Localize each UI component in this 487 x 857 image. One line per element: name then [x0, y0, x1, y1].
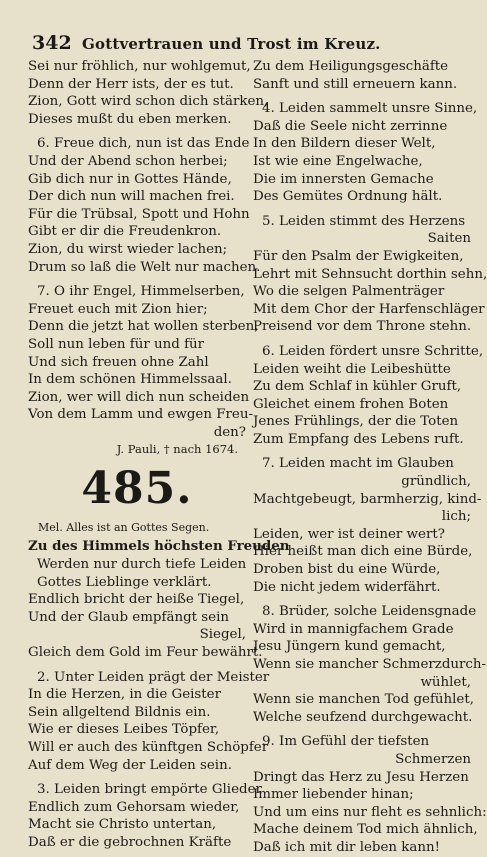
verse-6 — [253, 343, 484, 449]
melody-note: Mel. Alles ist an Gottes Segen. — [38, 521, 210, 535]
verse-line: Endlich zum Gehorsam wieder, — [28, 799, 240, 815]
verse-3 — [28, 781, 262, 851]
verse-line: Zu dem Schlaf in kühler Gruft, — [253, 379, 462, 395]
hymn-number: 485. — [81, 463, 193, 515]
verse-line: Zu des Himmels höchsten Freuden — [28, 538, 290, 555]
verse-line: Von dem Lamm und ewgen Freu- — [28, 407, 253, 423]
verse-line: Dringt das Herz zu Jesu Herzen — [253, 769, 469, 785]
verse-line: 2. Unter Leiden prägt der Meister — [37, 669, 270, 685]
verse-line: Sanft und still erneuern kann. — [253, 76, 458, 92]
verse-line: Gleich dem Gold im Feur bewährt. — [28, 645, 263, 661]
verse-line: 3. Leiden bringt empörte Glieder — [37, 782, 262, 798]
verse-line: In den Bildern dieser Welt, — [253, 136, 436, 152]
verse-tail — [28, 58, 269, 128]
verse-line: Wenn sie mancher Schmerzdurch- — [253, 657, 487, 672]
hymn-author: J. Pauli, † nach 1674. — [116, 442, 238, 457]
verse-8 — [253, 603, 487, 726]
verse-line: Und der Glaub empfängt sein — [28, 609, 229, 625]
verse-line: gründlich, — [401, 474, 471, 490]
verse-line: 8. Brüder, solche Leidensgnade — [262, 604, 477, 620]
verse-line: Macht sie Christo untertan, — [28, 817, 217, 833]
verse-line: Ist wie eine Engelwache, — [253, 153, 423, 169]
verse-line: Leiden weiht die Leibeshütte — [253, 361, 451, 377]
verse-line: Die im innersten Gemache — [253, 171, 434, 187]
verse-line: Für den Psalm der Ewigkeiten, — [253, 248, 464, 264]
verse-line: Zu dem Heiligungsgeschäfte — [253, 59, 449, 74]
verse-line: Drum so laß die Welt nur machen. — [28, 259, 261, 275]
verse-line: Dieses mußt du eben merken. — [28, 111, 232, 127]
verse-7 — [253, 455, 482, 596]
verse-line: Und sich freuen ohne Zahl — [28, 354, 209, 370]
verse-line: Soll nun leben für und für — [28, 336, 205, 352]
verse-line: 6. Freue dich, nun ist das Ende — [37, 136, 250, 152]
verse-line: Mache deinem Tod mich ähnlich, — [253, 822, 478, 838]
verse-line: Denn der Herr ists, der es tut. — [28, 76, 234, 92]
verse-line: Jenes Frühlings, der die Toten — [253, 414, 459, 430]
verse-line: Jesu Jüngern kund gemacht, — [253, 639, 446, 655]
verse-line: Wo die selgen Palmenträger — [253, 284, 445, 300]
verse-line: Droben bist du eine Würde, — [253, 562, 441, 578]
verse-line: Denn die jetzt hat wollen sterben, — [28, 319, 259, 335]
verse-line: 7. O ihr Engel, Himmelserben, — [37, 284, 245, 300]
verse-line: Die nicht jedem widerfährt. — [253, 579, 441, 595]
verse-line: Hier heißt man dich eine Bürde, — [253, 544, 473, 560]
running-title: Gottvertrauen und Trost im Kreuz. — [82, 35, 381, 53]
right-column — [253, 58, 487, 857]
verse-line: Für die Trübsal, Spott und Hohn — [28, 206, 250, 222]
verse-line: den? — [213, 424, 246, 440]
verse-line: wühlet, — [420, 674, 471, 690]
verse-line: Daß die Seele nicht zerrinne — [253, 118, 448, 134]
verse-line: Auf dem Weg der Leiden sein. — [28, 757, 232, 773]
page-number: 342 — [32, 32, 72, 54]
verse-line: Immer liebender hinan; — [253, 787, 414, 803]
verse-line: Mit dem Chor der Harfenschläger — [253, 301, 485, 317]
verse-line: lich; — [441, 509, 471, 525]
verse-line: Freuet euch mit Zion hier; — [28, 301, 208, 317]
verse-line: Wie er dieses Leibes Töpfer, — [28, 722, 220, 738]
verse-line: Wenn sie manchen Tod gefühlet, — [253, 692, 474, 708]
verse-line: In dem schönen Himmelssaal. — [28, 372, 232, 388]
verse-line: Schmerzen — [395, 751, 471, 767]
verse-line: 6. Leiden fördert unsre Schritte, — [262, 343, 484, 359]
verse-9 — [253, 733, 487, 856]
verse-4 — [253, 100, 478, 206]
verse-6 — [28, 135, 261, 276]
verse-line: Und um eins nur fleht es sehnlich: — [253, 804, 487, 820]
verse-line: Sein allgeltend Bildnis ein. — [28, 704, 211, 720]
verse-line: Preisend vor dem Throne stehn. — [253, 319, 472, 335]
verse-line: 4. Leiden sammelt unsre Sinne, — [262, 101, 478, 117]
verse-line: Saiten — [427, 231, 471, 247]
verse-line: Zion, Gott wird schon dich stärken, — [28, 94, 269, 110]
verse-line: Daß er die gebrochnen Kräfte — [28, 834, 232, 850]
verse-line: 5. Leiden stimmt des Herzens — [262, 213, 466, 229]
verse-line: Zum Empfang des Lebens ruft. — [253, 431, 464, 447]
left-column — [28, 58, 290, 852]
verse-7 — [28, 283, 259, 441]
verse-line: Werden nur durch tiefe Leiden — [37, 557, 247, 573]
verse-line: Gottes Lieblinge verklärt. — [37, 574, 212, 590]
verse-line: Sei nur fröhlich, nur wohlgemut, — [28, 59, 251, 74]
page-header — [32, 32, 470, 54]
verse-2 — [28, 669, 270, 775]
verse-5 — [253, 213, 487, 336]
verse-line: Des Gemütes Ordnung hält. — [253, 189, 443, 205]
verse-1 — [28, 538, 290, 661]
verse-line: Zion, wer will dich nun scheiden — [28, 389, 250, 405]
verse-line: Will er auch des künftgen Schöpfer — [28, 740, 269, 755]
verse-line: In die Herzen, in die Geister — [28, 687, 222, 703]
verse-3-tail — [253, 58, 471, 93]
verse-line: Welche seufzend durchgewacht. — [253, 709, 473, 725]
verse-line: Endlich bricht der heiße Tiegel, — [28, 592, 245, 608]
verse-line: Daß ich mit dir leben kann! — [253, 839, 441, 855]
verse-line: Machtgebeugt, barmherzig, kind- — [253, 491, 482, 507]
verse-line: 9. Im Gefühl der tiefsten — [262, 734, 430, 750]
verse-line: Gleichet einem frohen Boten — [253, 396, 449, 412]
verse-line: Siegel, — [199, 627, 246, 643]
verse-line: Zion, du wirst wieder lachen; — [28, 241, 228, 257]
verse-line: Lehrt mit Sehnsucht dorthin sehn, — [253, 266, 487, 282]
verse-line: Der dich nun will machen frei. — [28, 189, 235, 205]
verse-line: Leiden, wer ist deiner wert? — [253, 526, 445, 542]
verse-line: Gib dich nur in Gottes Hände, — [28, 171, 232, 187]
verse-line: Und der Abend schon herbei; — [28, 153, 228, 169]
verse-line: 7. Leiden macht im Glauben — [262, 456, 454, 472]
verse-line: Wird in mannigfachem Grade — [253, 621, 454, 637]
verse-line: Gibt er dir die Freudenkron. — [28, 224, 222, 240]
